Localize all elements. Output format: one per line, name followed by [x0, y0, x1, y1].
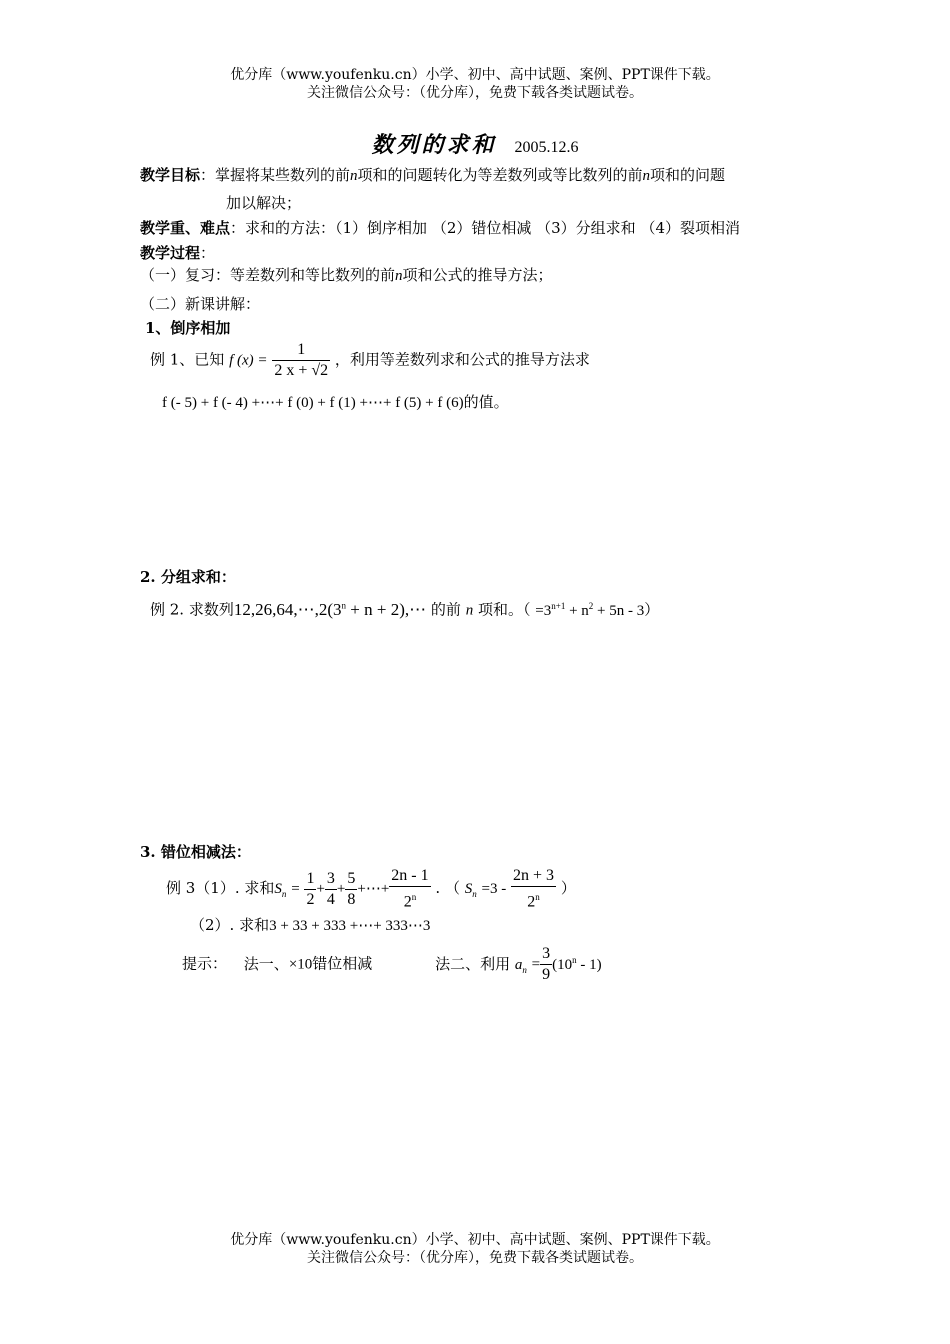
review-text-1: （一）复习：等差数列和等比数列的前	[140, 266, 396, 284]
example3-ans-open: . （	[435, 879, 460, 898]
page-title	[0, 128, 950, 159]
hint-method-2: 法二、利用	[435, 954, 511, 973]
example3-ans-frac: $\frac{2n + 3}{2^n}$	[513, 867, 555, 911]
example3-ans-eq: =3 -	[481, 881, 507, 898]
example2-mid-2: 项和。（	[477, 600, 531, 619]
example3-2-prefix: （2）. 求和	[190, 916, 270, 934]
keypoints-line	[140, 217, 740, 239]
section1-heading: 1、倒序相加	[145, 319, 231, 337]
goals-n-1: n	[350, 168, 358, 184]
hint-method-2-tail: (10$^n$ - 1)	[552, 954, 602, 973]
example2-close: ）	[644, 600, 660, 619]
hint-method-1-tail: 错位相减	[312, 954, 373, 973]
example3-eq: =	[291, 881, 300, 898]
footer-line-2: 关注微信公众号：（优分库），免费下载各类试题试卷。	[307, 1250, 643, 1266]
goals-text-1: ：掌握将某些数列的前	[200, 166, 351, 184]
example1-fraction	[272, 340, 330, 381]
example2-sequence: 12,26,64,⋯,2(3$^n$ + n + 2),⋯	[233, 599, 427, 619]
footer-line-1: 优分库（www.youfenku.cn）小学、初中、高中试题、案例、PPT课件下载。	[230, 1232, 720, 1248]
header-line-2: 关注微信公众号：（优分库），免费下载各类试题试卷。	[307, 85, 643, 101]
example3-2-math: 3 + 33 + 333 +⋯+ 333⋯3	[269, 918, 431, 934]
process-line	[140, 242, 215, 264]
example3-ans-sn: $S_n$	[464, 881, 477, 900]
process-label: 教学过程	[140, 244, 201, 262]
goals-line	[140, 164, 725, 187]
example3-line-1: 例 3（1）. 求和$S_n$ = $\frac{1}{2}$ + $\frac{3}{4}$ + $\frac{5}{8}$ +⋯+ $\frac{2n - 1}{2^n}$ . （ $S_n =3$ - $\frac{2n + 3}{2^n}$ ）	[166, 867, 576, 911]
example3-ans-close: ）	[560, 879, 576, 898]
keypoints-text: ：求和的方法：（1）倒序相加 （2）错位相减 （3）分组求和 （4）裂项相消	[230, 219, 740, 237]
goals-text-3: 项和的问题	[650, 166, 726, 184]
review-line	[140, 264, 553, 287]
process-colon: ：	[200, 244, 216, 262]
newlesson-line: （二）新课讲解：	[140, 295, 261, 313]
example2-prefix: 例 2. 求数列	[150, 600, 234, 619]
goals-n-2: n	[642, 168, 651, 184]
hint-an-eq: =	[531, 956, 541, 973]
review-text-2: 项和公式的推导方法；	[402, 266, 553, 284]
example1-frac-den: 2 x + √2	[274, 362, 329, 379]
header-line-1: 优分库（www.youfenku.cn）小学、初中、高中试题、案例、PPT课件下载。	[230, 67, 720, 83]
example2-mid-1: 的前	[430, 600, 461, 619]
example1-suffix: ，利用等差数列求和公式的推导方法求	[334, 350, 590, 369]
keypoints-label: 教学重、难点	[140, 219, 231, 237]
example3-frac-2: $\frac{3}{4}$	[326, 869, 335, 908]
title-date: 2005.12.6	[514, 139, 579, 156]
example2-n: n	[465, 602, 474, 619]
example1-line	[150, 340, 590, 381]
example3-frac-1: $\frac{1}{2}$	[306, 869, 315, 908]
example1-frac-num: 1	[272, 340, 330, 361]
example2-line	[150, 594, 659, 622]
goals-label: 教学目标	[140, 166, 201, 184]
hint-method-1-math: ×10	[288, 956, 313, 973]
example3-line-2	[190, 914, 430, 937]
hint-an: $a_n$	[514, 956, 527, 975]
goals-line-2: 加以解决；	[226, 194, 302, 212]
example1-sum-expression: f (- 5) + f (- 4) +⋯+ f (0) + f (1) +⋯+ f (5) + f (6)	[162, 395, 464, 411]
example1-line-2	[162, 391, 509, 414]
hint-label: 提示：	[182, 954, 228, 973]
example2-answer: $=3^{n+1} + n^2 + 5n - 3$	[535, 600, 645, 619]
example1-prefix: 例 1、已知	[150, 350, 225, 369]
example1-fx: f (x) =	[229, 352, 268, 369]
example3-frac-3: $\frac{5}{8}$	[347, 869, 356, 908]
review-n: n	[395, 268, 403, 284]
section2-heading: 2. 分组求和：	[140, 568, 236, 586]
example1-tail: 的值。	[463, 393, 509, 411]
hint-line	[182, 944, 602, 985]
example3-frac-4: $\frac{2n - 1}{2^n}$	[391, 867, 429, 911]
example3-dots: +⋯+	[357, 881, 390, 898]
hint-method-1: 法一、	[243, 954, 289, 973]
example3-sn: $S_n$	[274, 881, 287, 900]
example3-prefix: 例 3（1）. 求和	[166, 879, 275, 898]
title-text: 数列的求和	[371, 132, 497, 158]
section3-heading: 3. 错位相减法：	[140, 843, 251, 861]
hint-frac: $\frac{3}{9}$	[542, 945, 551, 983]
goals-text-2: 项和的问题转化为等差数列或等比数列的前	[357, 166, 643, 184]
